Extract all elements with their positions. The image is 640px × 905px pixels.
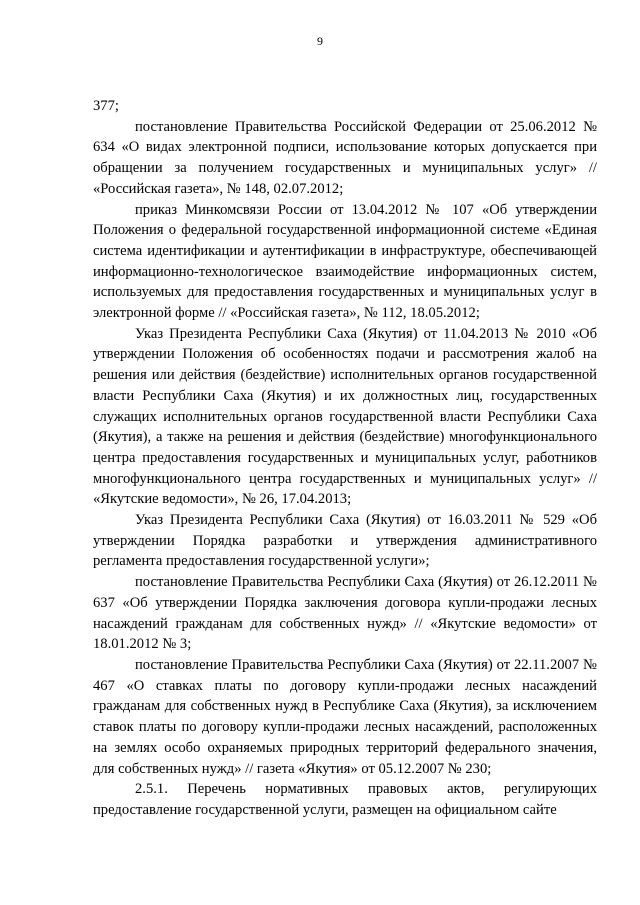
paragraph: 377;	[93, 98, 119, 114]
paragraph: приказ Минкомсвязи России от 13.04.2012 № 107 «Об утверждении Положения о федеральной государственной информационной системе «Единая система идентификации и аутентификации в инфраструктуре, обеспечивающей информационно-технологическое взаимодействие информационных систем, используемых для предоставления государственных и муниципальных услуг в электронной форме // «Российская газета», № 112, 18.05.2012;	[93, 201, 597, 322]
paragraph: Указ Президента Республики Саха (Якутия) от 16.03.2011 № 529 «Об утверждении Порядка разработки и утверждения административного регламента предоставления государственной услуги»;	[93, 512, 597, 570]
paragraph: постановление Правительства Республики Саха (Якутия) от 26.12.2011 № 637 «Об утверждении Порядка заключения договора купли-продажи лесных насаждений гражданам для собственных нужд» // «Якутские ведомости» от 18.01.2012 № 3;	[93, 574, 597, 653]
paragraph: Указ Президента Республики Саха (Якутия) от 11.04.2013 № 2010 «Об утверждении Положения об особенностях подачи и рассмотрения жалоб на решения или действия (бездействие) исполнительных органов государственной власти Республики Саха (Якутия) и их должностных лиц, государственных служащих исполнительных органов государственной власти Республики Саха (Якутия), а также на решения и действия (бездействие) многофункционального центра предоставления государственных и муниципальных услуг, работников многофункционального центра государственных и муниципальных услуг» // «Якутские ведомости», № 26, 17.04.2013;	[93, 325, 597, 508]
document-body	[93, 96, 597, 821]
page-number: 9	[317, 34, 323, 48]
paragraph: постановление Правительства Республики Саха (Якутия) от 22.11.2007 № 467 «О ставках платы по договору купли-продажи лесных насаждений гражданам для собственных нужд в Республике Саха (Якутия), за исключением ставок платы по договору купли-продажи лесных насаждений, расположенных на землях особо охраняемых природных территорий федерального значения, для собственных нужд» // газета «Якутия» от 05.12.2007 № 230;	[93, 656, 597, 777]
paragraph: 2.5.1. Перечень нормативных правовых актов, регулирующих предоставление государственной услуги, размещен на официальном сайте	[93, 781, 597, 818]
paragraph: постановление Правительства Российской Федерации от 25.06.2012 № 634 «О видах электронной подписи, использование которых допускается при обращении за получением государственных и муниципальных услуг» // «Российская газета», № 148, 02.07.2012;	[93, 118, 597, 197]
